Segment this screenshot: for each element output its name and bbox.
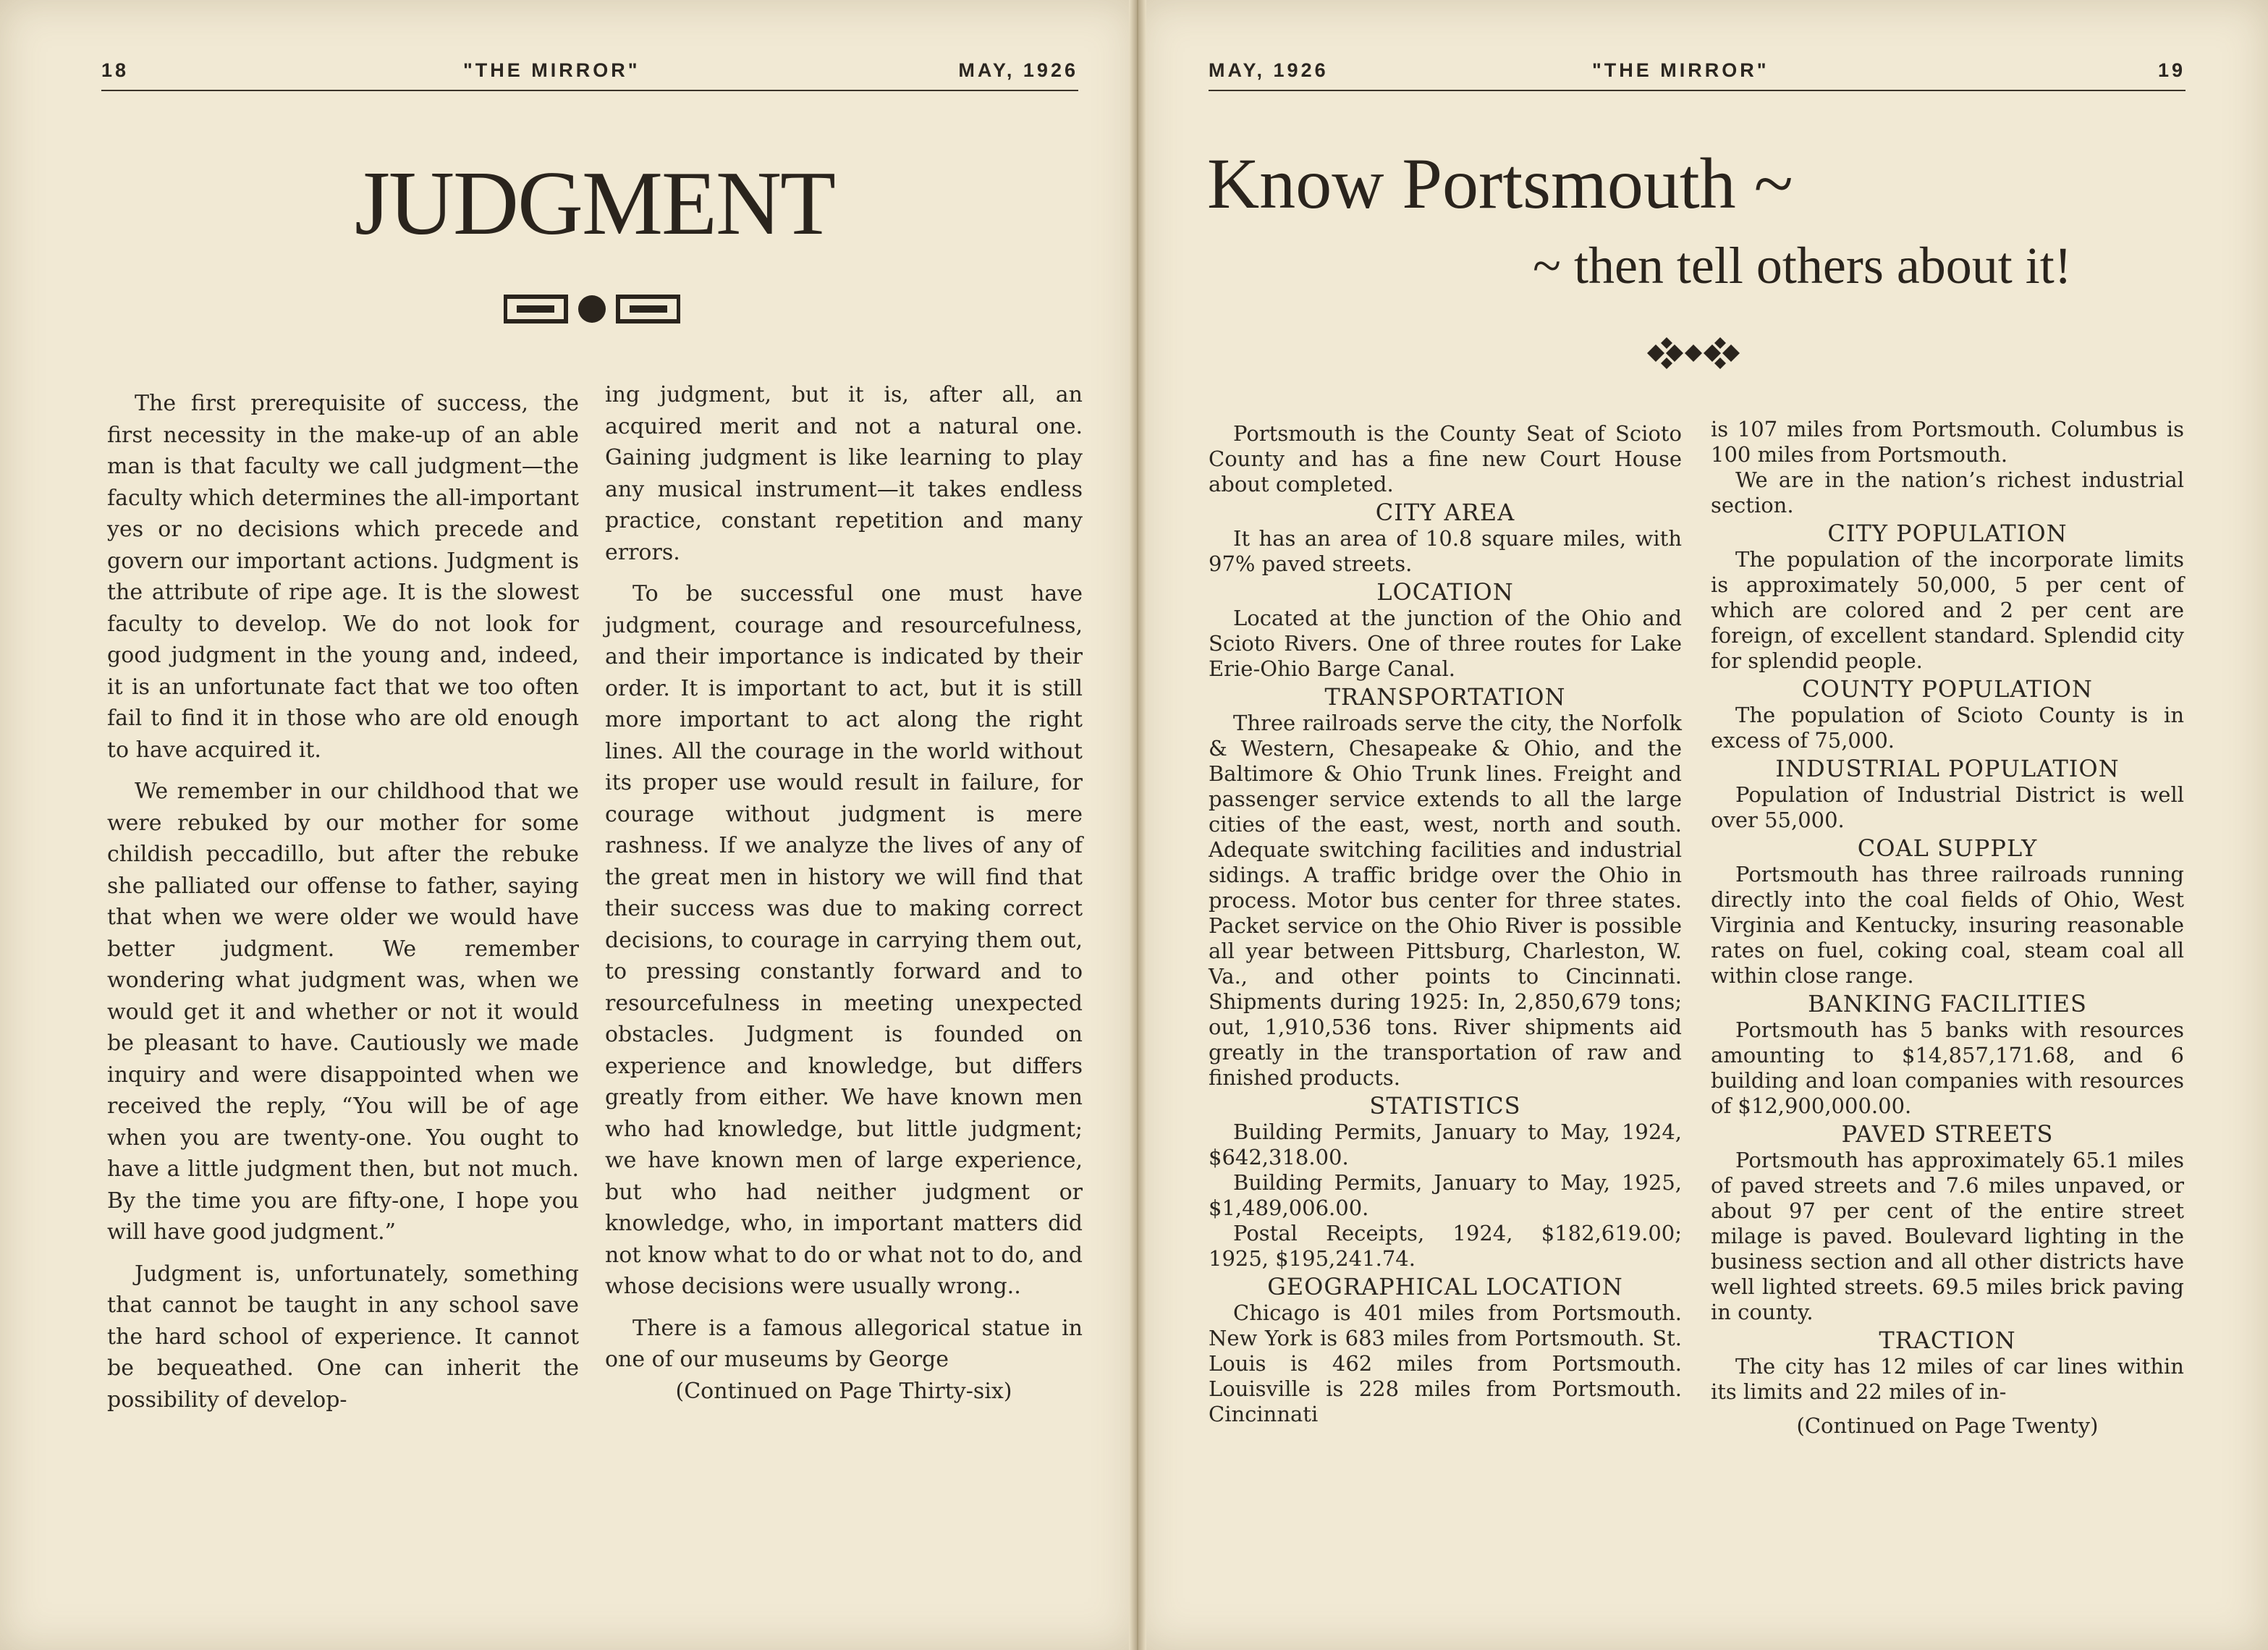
paragraph: Building Permits, January to May, 1925, $1,489,006.00.: [1209, 1170, 1682, 1220]
paragraph: We are in the nation’s richest industrial section.: [1711, 468, 2184, 517]
section-heading: CITY POPULATION: [1827, 520, 2068, 547]
paragraph: Population of Industrial District is well over 55,000.: [1711, 782, 2184, 832]
issue-date-right: MAY, 1926: [1209, 59, 1329, 81]
issue-date-left: MAY, 1926: [958, 59, 1078, 81]
section-heading: PAVED STREETS: [1841, 1120, 2054, 1148]
section-heading: COAL SUPPLY: [1857, 834, 2038, 862]
running-header-left: [101, 54, 1078, 91]
running-title-left: "THE MIRROR": [463, 59, 640, 81]
article-title-judgment: JUDGMENT: [355, 153, 834, 254]
paragraph: Portsmouth is the County Seat of Scioto County and has a fine new Court House about completed.: [1209, 421, 1682, 496]
continued-notice: (Continued on Page Twenty): [1796, 1413, 2099, 1438]
section-heading: TRANSPORTATION: [1324, 683, 1566, 711]
paragraph: There is a famous allegorical statue in one of our museums by George: [605, 1315, 1083, 1372]
section-heading: CITY AREA: [1375, 499, 1515, 526]
paragraph: It has an area of 10.8 square miles, with 97% paved streets.: [1209, 526, 1682, 576]
section-heading: COUNTY POPULATION: [1802, 675, 2093, 703]
section-heading: BANKING FACILITIES: [1808, 990, 2087, 1018]
paragraph: is 107 miles from Portsmouth. Columbus is 100 miles from Portsmouth.: [1711, 417, 2184, 467]
paragraph: Located at the junction of the Ohio and Scioto Rivers. One of three routes for Lake Erie-Ohio Barge Canal.: [1209, 606, 1682, 681]
running-title-right: "THE MIRROR": [1592, 59, 1769, 81]
article-title-know-portsmouth: Know Portsmouth ~: [1207, 143, 1793, 224]
paragraph: Postal Receipts, 1924, $182,619.00; 1925, $195,241.74.: [1209, 1221, 1682, 1271]
section-heading: INDUSTRIAL POPULATION: [1775, 755, 2120, 782]
paragraph: Portsmouth has approximately 65.1 miles of paved streets and 7.6 miles unpaved, or about 97 per cent of the entire street milage is paved. Boulevard lighting in the business section and all other districts have well lighted streets. 69.5 miles brick paving in county.: [1711, 1148, 2184, 1324]
article-column-2: [605, 379, 1083, 1417]
facts-column-2: [1711, 417, 2184, 1439]
section-heading: LOCATION: [1376, 578, 1514, 606]
paragraph: We remember in our childhood that we were rebuked by our mother for some childish peccadillo, but after the rebuke she palliated our offense to father, saying that when we were older we would have better judgment. We remember wondering what judgment was, when we would get it and whether or not it would be pleasant to have. Cautiously we made inquiry and were disappointed when we received the reply, “You will be of age when you are twenty-one. You ought to have a little judgment then, but not much. By the time you are fifty-one, I hope you will have good judgment.”: [107, 779, 579, 1245]
paragraph: The city has 12 miles of car lines within its limits and 22 miles of in-: [1711, 1354, 2184, 1404]
paragraph: Three railroads serve the city, the Norfolk & Western, Chesapeake & Ohio, and the Baltimore & Ohio Trunk lines. Freight and passenger service extends to all the large cities of the east, west, north and south. Adequate switching facilities and industrial sidings. A traffic bridge over the Ohio in process. Motor bus center for three states. Packet service on the Ohio River is possible all year between Pittsburg, Charleston, W. Va., and other points to Cincinnati. Shipments during 1925: In, 2,850,679 tons; out, 1,910,536 tons. River shipments aid greatly in the transportation of raw and finished products.: [1209, 711, 1682, 1090]
paragraph: Portsmouth has three railroads running directly into the coal fields of Ohio, West Virginia and Kentucky, insuring reasonable rates on fuel, coking coal, steam coal all within close range.: [1711, 862, 2184, 988]
diamond-ornament: [1637, 331, 1750, 375]
title-ornament: [504, 292, 680, 326]
book-gutter: [1129, 0, 1146, 1650]
page-number-right: 19: [2157, 59, 2186, 81]
paragraph: Chicago is 401 miles from Portsmouth. New York is 683 miles from Portsmouth. St. Louis is 462 miles from Portsmouth. Louisville is 228 miles from Portsmouth. Cincinnati: [1209, 1300, 1682, 1426]
paragraph: The population of the incorporate limits is approximately 50,000, 5 per cent of which are colored and 2 per cent are foreign, of excellent standard. Splendid city for splendid people.: [1711, 547, 2184, 673]
paragraph: Judgment is, unfortunately, something that cannot be taught in any school save the hard school of experience. It cannot be bequeathed. One can inherit the possibility of develop-: [107, 1261, 579, 1413]
section-heading: STATISTICS: [1369, 1092, 1521, 1120]
facts-column-1: [1209, 421, 1682, 1427]
paragraph: The population of Scioto County is in excess of 75,000.: [1711, 703, 2184, 753]
page-number-left: 18: [101, 59, 130, 81]
article-column-1: [107, 388, 579, 1426]
article-subtitle: ~ then tell others about it!: [1533, 237, 2072, 295]
section-heading: GEOGRAPHICAL LOCATION: [1267, 1273, 1623, 1300]
section-heading: TRACTION: [1879, 1327, 2016, 1354]
paragraph: To be successful one must have judgment, courage and resourcefulness, and their importance is indicated by their order. It is important to act, but it is still more important to act along the right lines. All the courage in the world without its proper use would result in failure, for courage without judgment is mere rashness. If we analyze the lives of any of the great men in history we will find that their success was due to making correct decisions, to courage in carrying them out, to pressing constantly forward and to resourcefulness in meeting unexpected obstacles. Judgment is founded on experience and knowledge, but differs greatly from either. We have known men who had knowledge, but little judgment; we have known men of large experience, but who had neither judgment or knowledge, who, in important matters did not know what to do or what not to do, and whose decisions were usually wrong..: [605, 581, 1083, 1299]
paragraph: ing judgment, but it is, after all, an acquired merit and not a natural one. Gaining judgment is like learning to play any musical instrument—it takes endless practice, constant repetition and many errors.: [605, 382, 1083, 565]
paragraph: Portsmouth has 5 banks with resources amounting to $14,857,171.68, and 6 building and loan companies with resources of $12,900,000.00.: [1711, 1018, 2184, 1118]
running-header-right: [1209, 54, 2186, 91]
paragraph: Building Permits, January to May, 1924, $642,318.00.: [1209, 1120, 1682, 1169]
paragraph: The first prerequisite of success, the first necessity in the make-up of an able man is that faculty we call judgment—the faculty which determines the all-important yes or no decisions which precede and govern our important actions. Judgment is the attribute of ripe age. It is the slowest faculty to develop. We do not look for good judgment in the young and, indeed, it is an unfortunate fact that we too often fail to find it in those who are old enough to have acquired it.: [107, 391, 579, 763]
continued-notice: (Continued on Page Thirty-six): [675, 1378, 1012, 1404]
